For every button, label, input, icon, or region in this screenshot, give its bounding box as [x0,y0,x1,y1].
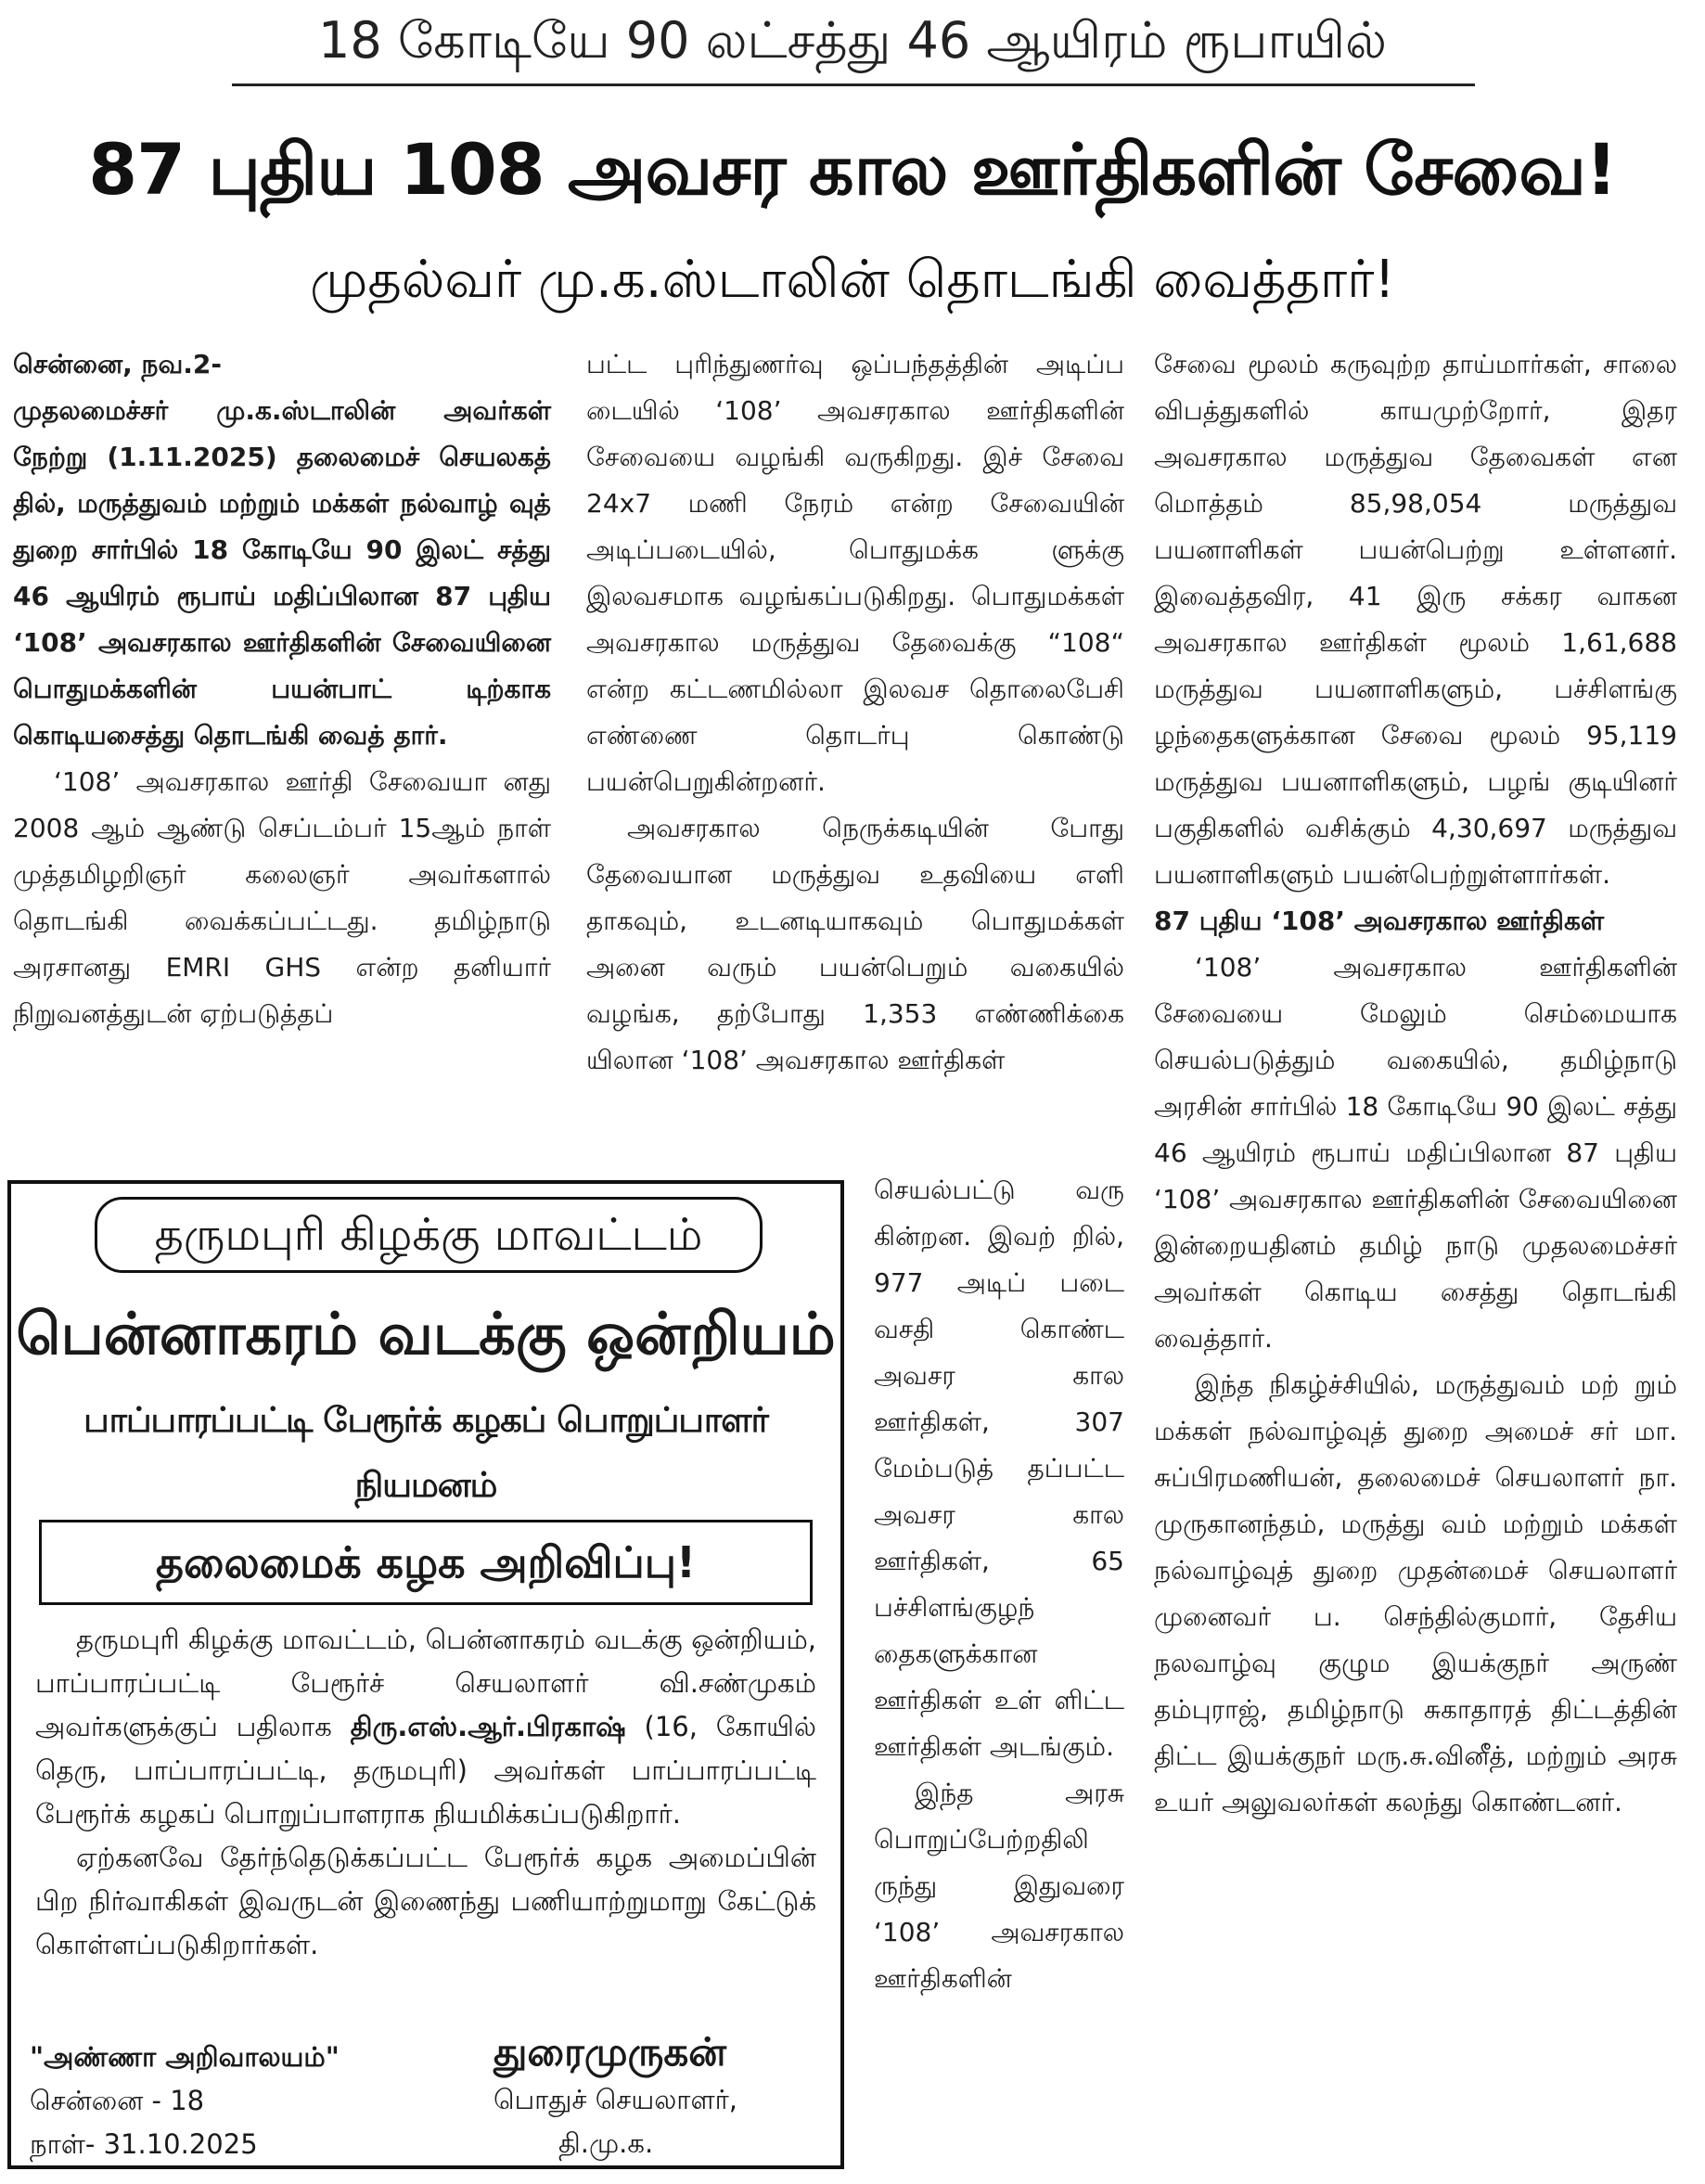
article-column-2-narrow [874,1167,1124,2002]
appointee-name: திரு.எஸ்.ஆர்.பிரகாஷ் [350,1711,626,1742]
dateline: சென்னை, நவ.2- [13,349,222,379]
paragraph-5: இந்த நிகழ்ச்சியில், மருத்துவம் மற் றும் மக்கள் நல்வாழ்வுத் துறை அமைச் சர் மா. சுப்பிரமணியன், தலைமைச் செயலாளர் நா. முருகானந்தம், மருத்து வம் மற்றும் மக்கள் நல்வாழ்வுத் துறை முதன்மைச் செயலாளர் முனைவர் ப. செந்தில்குமார், தேசிய நலவாழ்வு குழும இயக்குநர் அருண் தம்புராஜ், தமிழ்நாடு சுகாதாரத் திட்டத்தின் திட்ட இயக்குநர் மரு.சு.வினீத், மற்றும் அரசு உயர் அலுவலர்கள் கலந்து கொண்டனர். [1154,1369,1677,1818]
kicker-line: 18 கோடியே 90 லட்சத்து 46 ஆயிரம் ரூபாயில் [318,11,1387,70]
notice-place: "அண்ணா அறிவாலயம்" [30,2041,340,2073]
paragraph-1: ‘108’ அவசரகால ஊர்தி சேவையா னது 2008 ஆம் ஆண்டு செப்டம்பர் 15ஆம் நாள் முத்தமிழறிஞர் கலைஞர் அவர்களால் தொடங்கி வைக்கப்பட்டது. தமிழ்நாடு அரசானது EMRI GHS என்ற தனியார் நிறுவனத்துடன் ஏற்படுத்தப் [13,766,551,1029]
notice-body-text-b: (16, கோயில் தெரு, பாப்பாரப்பட்டி, தருமபுரி) அவர்கள் பாப்பாரப்பட்டி பேரூர்க் கழகப் பொறுப்பாளராக நியமிக்கப்படுகிறார். [35,1711,817,1830]
notice-announcement: தலைமைக் கழக அறிவிப்பு! [39,1520,813,1605]
notice-district: தருமபுரி கிழக்கு மாவட்டம் [95,1197,763,1273]
notice-body [35,1618,816,1967]
paragraph-4: ‘108’ அவசரகால ஊர்திகளின் சேவையை மேலும் செம்மையாக செயல்படுத்தும் வகையில், தமிழ்நாடு அரசின் சார்பில் 18 கோடியே 90 இலட் சத்து 46 ஆயிரம் ரூபாய் மதிப்பிலான 87 புதிய ‘108’ அவசரகால ஊர்திகளின் சேவையினை இன்றையதினம் தமிழ் நாடு முதலமைச்சர் அவர்கள் கொடிய சைத்து தொடங்கி வைத்தார். [1154,952,1677,1354]
notice-body-paragraph-2: ஏற்கனவே தேர்ந்தெடுக்கப்பட்ட பேரூர்க் கழக அமைப்பின் பிற நிர்வாகிகள் இவருடன் இணைந்து பணியாற்றுமாறு கேட்டுக் கொள்ளப்படுகிறார்கள். [35,1842,816,1960]
notice-date: நாள்- 31.10.2025 [30,2128,258,2160]
article-column-1 [13,341,551,1037]
paragraph-2: அவசரகால நெருக்கடியின் போது தேவையான மருத்துவ உதவியை எளி தாகவும், உடனடியாகவும் பொதுமக்கள் அனை வரும் பயன்பெறும் வகையில் வழங்க, தற்போது 1,353 எண்ணிக்கை யிலான ‘108’ அவசரகால ஊர்திகள் [586,813,1124,1075]
notice-party: தி.மு.க. [558,2127,654,2159]
paragraph-3-narrow: இந்த அரசு பொறுப்பேற்றதிலி ருந்து இதுவரை ‘108’ அவசரகால ஊர்திகளின் [874,1778,1124,1994]
header-divider [232,84,1475,86]
article-column-3 [1154,341,1677,1826]
notice-footer-right [494,2026,846,2165]
headline: 87 புதிய 108 அவசர கால ஊர்திகளின் சேவை! [88,128,1617,211]
notice-appointment-title: பாப்பாரப்பட்டி பேரூர்க் கழகப் பொறுப்பாளர் நியமனம் [83,1400,768,1505]
party-notice-box [7,1180,844,2169]
paragraph-1-continued: பட்ட புரிந்துணர்வு ஒப்பந்தத்தின் அடிப்ப டையில் ‘108’ அவசரகால ஊர்திகளின் சேவையை வழங்கி வருகிறது. இச் சேவை 24x7 மணி நேரம் என்ற சேவையின் அடிப்படையில், பொதுமக்க ளுக்கு இலவசமாக வழங்கப்படுகிறது. பொதுமக்கள் அவசரகால மருத்துவ தேவைக்கு “108“ என்ற கட்டணமில்லா இலவச தொலைபேசி எண்ணை தொடர்பு கொண்டு பயன்பெறுகின்றனர். [586,349,1124,797]
paragraph-2-narrow: செயல்பட்டு வரு கின்றன. இவற் றில், 977 அடிப் படை வசதி கொண்ட அவசர கால ஊர்திகள், 307 மேம்படுத் தப்பட்ட அவசர கால ஊர்திகள், 65 பச்சிளங்குழந் தைகளுக்கான ஊர்திகள் உள் ளிட்ட ஊர்திகள் அடங்கும். [874,1175,1124,1762]
section-subheading: 87 புதிய ‘108’ அவசரகால ஊர்திகள் [1154,906,1605,936]
article-column-2 [586,341,1124,1084]
notice-body-paragraph-1 [35,1618,816,1836]
notice-signatory: துரைமுருகன் [494,2029,727,2075]
notice-city: சென்னை - 18 [30,2085,205,2116]
notice-designation: பொதுச் செயலாளர், [494,2084,737,2115]
subheadline: முதல்வர் மு.க.ஸ்டாலின் தொடங்கி வைத்தார்! [310,250,1395,310]
lead-paragraph: முதலமைச்சர் மு.க.ஸ்டாலின் அவர்கள் நேற்று (1.11.2025) தலைமைச் செயலகத் தில், மருத்துவம் மற்றும் மக்கள் நல்வாழ் வுத் துறை சார்பில் 18 கோடியே 90 இலட் சத்து 46 ஆயிரம் ரூபாய் மதிப்பிலான 87 புதிய ‘108’ அவசரகால ஊர்திகளின் சேவையினை பொதுமக்களின் பயன்பாட் டிற்காக கொடியசைத்து தொடங்கி வைத் தார். [13,395,551,751]
notice-footer-left [30,2036,419,2166]
paragraph-3-continued: சேவை மூலம் கருவுற்ற தாய்மார்கள், சாலை விபத்துகளில் காயமுற்றோர், இதர அவசரகால மருத்துவ தேவைகள் என மொத்தம் 85,98,054 மருத்துவ பயனாளிகள் பயன்பெற்று உள்ளனர். இவைத்தவிர, 41 இரு சக்கர வாகன அவசரகால ஊர்திகள் மூலம் 1,61,688 மருத்துவ பயனாளிகளும், பச்சிளங்கு ழந்தைகளுக்கான சேவை மூலம் 95,119 மருத்துவ பயனாளிகளும், பழங் குடியினர் பகுதிகளில் வசிக்கும் 4,30,697 மருத்துவ பயனாளிகளும் பயன்பெற்றுள்ளார்கள். [1154,349,1677,890]
notice-body-text-a: தருமபுரி கிழக்கு மாவட்டம், பென்னாகரம் வடக்கு ஒன்றியம், பாப்பாரப்பட்டி பேரூர்ச் செயலாளர் வி.சண்முகம் அவர்களுக்குப் பதிலாக [35,1624,816,1742]
notice-union: பென்னாகரம் வடக்கு ஒன்றியம் [16,1300,836,1368]
